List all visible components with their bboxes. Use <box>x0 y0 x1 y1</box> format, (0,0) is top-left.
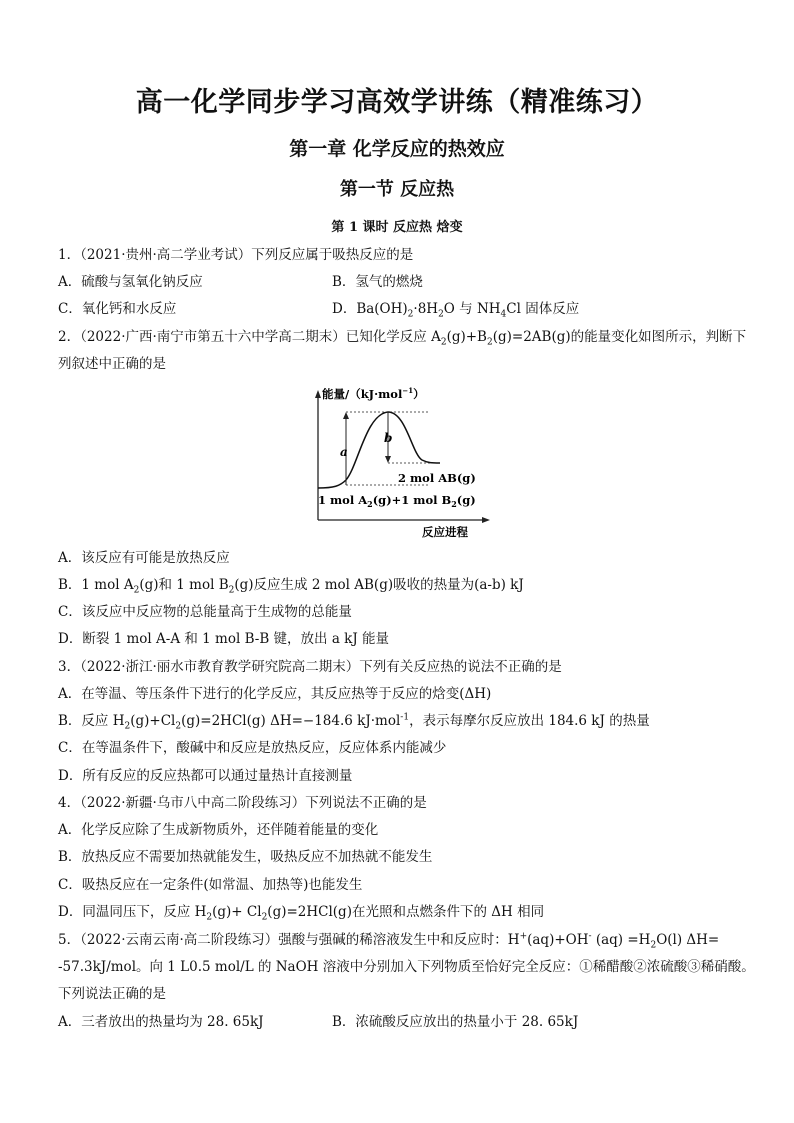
label-b: b <box>384 431 393 445</box>
q3-stem: 3．（2022·浙江·丽水市教育教学研究院高二期末）下列有关反应热的说法不正确的是 <box>58 659 562 675</box>
q5-stem-end: 下列说法正确的是 <box>58 986 166 1002</box>
q5-option-a: A．三者放出的热量均为 28. 65kJ <box>58 1014 264 1030</box>
q4-option-a: A．化学反应除了生成新物质外，还伴随着能量的变化 <box>58 822 379 838</box>
q2-stem-cont: 列叙述中正确的是 <box>58 356 166 372</box>
x-axis-arrow <box>482 517 490 523</box>
x-axis-label: 反应进程 <box>422 525 468 539</box>
arrow-b-head <box>385 456 391 463</box>
y-axis-arrow <box>315 390 321 398</box>
q1-stem: 1．（2021·贵州·高二学业考试）下列反应属于吸热反应的是 <box>58 247 414 263</box>
q2-option-c: C．该反应中反应物的总能量高于生成物的总能量 <box>58 604 352 620</box>
page-title: 高一化学同步学习高效学讲练（精准练习） <box>135 87 659 118</box>
chapter-heading: 第一章 化学反应的热效应 <box>289 138 505 160</box>
q2-option-a: A．该反应有可能是放热反应 <box>58 550 230 566</box>
section-heading: 第一节 反应热 <box>339 179 455 200</box>
q3-option-a: A．在等温、等压条件下进行的化学反应，其反应热等于反应的焓变(ΔH) <box>58 686 492 702</box>
q1-option-a: A．硫酸与氢氧化钠反应 <box>58 274 203 290</box>
product-label: 2 mol AB(g) <box>398 471 476 485</box>
q5-stem: 5．（2022·云南云南·高二阶段练习）强酸与强碱的稀溶液发生中和反应时：H+(aq)+OH- $(aq) =H_2O(l)$ ΔH= <box>58 931 720 951</box>
q2-stem: 2．（2022·广西·南宁市第五十六中学高二期末）已知化学反应 $A_2(g)+B_2(g)=2AB(g)$的能量变化如图所示，判断下 <box>58 329 747 348</box>
q3-option-d: D．所有反应的反应热都可以通过量热计直接测量 <box>58 768 353 784</box>
q3-option-c: C．在等温条件下，酸碱中和反应是放热反应，反应体系内能减少 <box>58 740 447 756</box>
q1-option-b: B．氢气的燃烧 <box>332 274 423 290</box>
q4-option-b: B．放热反应不需要加热就能发生，吸热反应不加热就不能发生 <box>58 849 433 865</box>
q2-option-d: D．断裂 1 mol A-A 和 1 mol B-B 键，放出 a kJ 能量 <box>58 631 390 647</box>
q5-stem-cont: -57.3kJ/mol。向 1 L0.5 mol/L 的 NaOH 溶液中分别加入下列物质至恰好完全反应：①稀醋酸②浓硫酸③稀硝酸。 <box>58 959 755 975</box>
q4-stem: 4．（2022·新疆·乌市八中高二阶段练习）下列说法不正确的是 <box>58 795 427 811</box>
q1-option-d: D．$Ba(OH)_2\cdot 8H_2O$ 与 $NH_4Cl$ 固体反应 <box>332 301 580 320</box>
q4-option-d: D．同温同压下，反应 $H_2(g)+ Cl_2(g)=2HCl(g)$在光照和点燃条件下的 ΔH 相同 <box>58 904 545 923</box>
energy-diagram <box>312 384 492 540</box>
q1-option-c: C．氧化钙和水反应 <box>58 301 177 317</box>
arrow-a-head <box>343 412 349 419</box>
label-a: a <box>340 445 348 459</box>
q5-option-b: B．浓硫酸反应放出的热量小于 28. 65kJ <box>332 1014 579 1030</box>
q3-option-b: B．反应 $H_2(g)+Cl_2(g)=2HCl(g)$ ΔH=−184.6 kJ·mol$^{-1}$，表示每摩尔反应放出 184.6 kJ 的热量 <box>58 712 650 732</box>
y-axis-label: 能量/（kJ·mol$^{-1}$） <box>322 386 425 401</box>
reactant-label: 1 mol $A_2(g)+1$ mol $B_2(g)$ <box>318 493 476 509</box>
q2-option-b: B．1 mol $A_2(g)$和 1 mol $B_2(g)$反应生成 2 mol AB(g)吸收的热量为(a-b) kJ <box>58 577 524 596</box>
q4-option-c: C．吸热反应在一定条件(如常温、加热等)也能发生 <box>58 877 363 893</box>
lesson-heading: 第 1 课时 反应热 焓变 <box>331 220 463 235</box>
